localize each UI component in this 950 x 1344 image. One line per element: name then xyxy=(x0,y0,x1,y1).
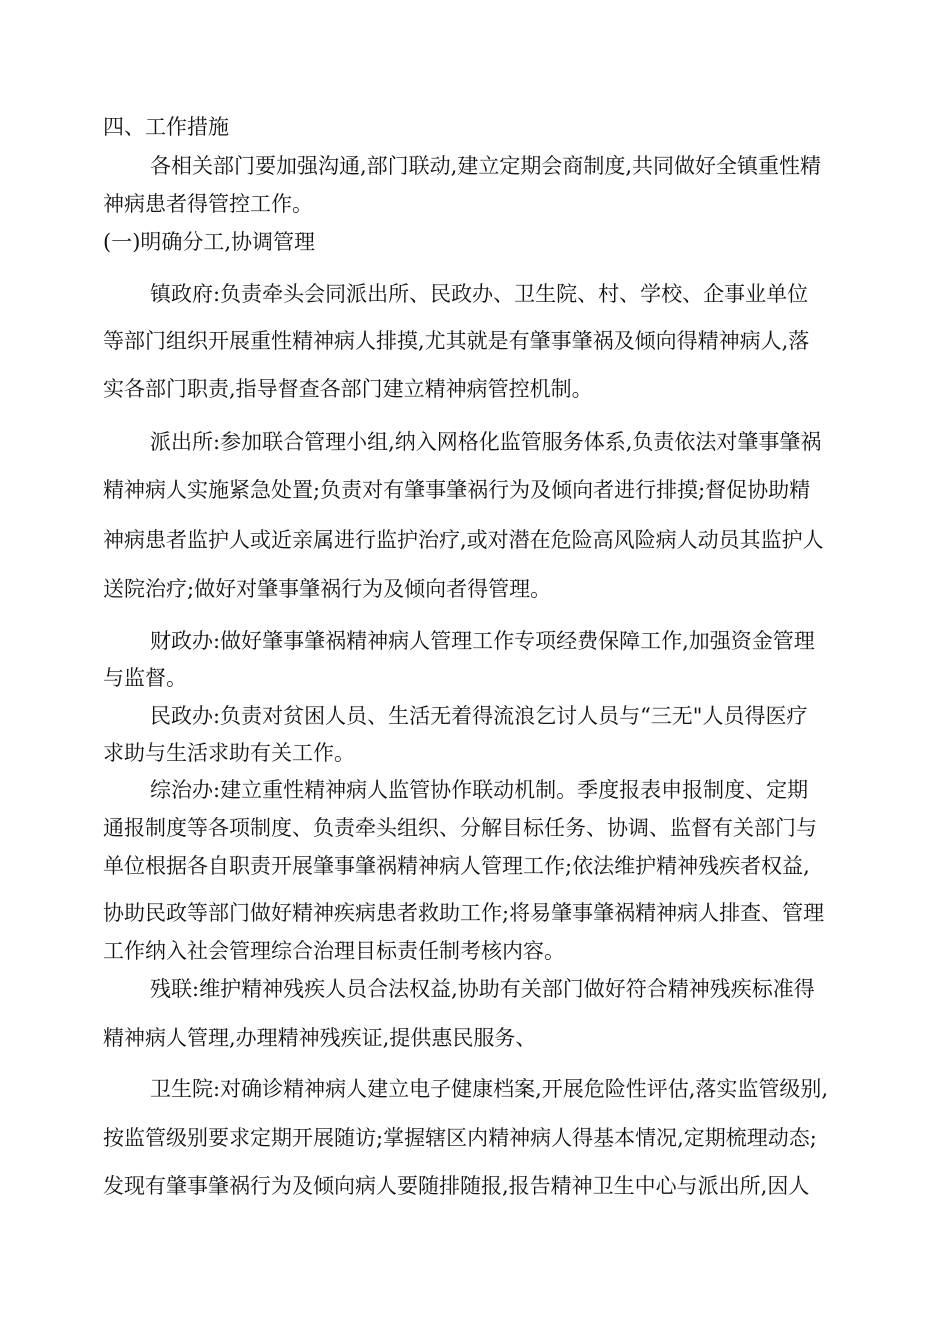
subheading: (一)明确分工,协调管理 xyxy=(103,230,316,254)
paragraph-health-center-line-3: 发现有肇事肇祸行为及倾向病人要随排随报,报告精神卫生中心与派出所,因人 xyxy=(103,1174,810,1198)
paragraph-comprehensive-line-4: 协助民政等部门做好精神疾病患者救助工作;将易肇事肇祸精神病人排查、管理 xyxy=(103,901,825,925)
paragraph-town-government-line-3: 实各部门职责,指导督查各部门建立精神病管控机制。 xyxy=(103,377,593,401)
paragraph-town-government-line-1: 镇政府:负责牵头会同派出所、民政办、卫生院、村、学校、企事业单位 xyxy=(150,282,809,306)
paragraph-health-center-line-1: 卫生院:对确诊精神病人建立电子健康档案,开展危险性评估,落实监管级别, xyxy=(150,1077,829,1101)
intro-line-1: 各相关部门要加强沟通,部门联动,建立定期会商制度,共同做好全镇重性精 xyxy=(150,154,822,178)
paragraph-civil-affairs-line-2: 求助与生活求助有关工作。 xyxy=(103,741,355,765)
paragraph-comprehensive-line-5: 工作纳入社会管理综合治理目标责任制考核内容。 xyxy=(103,939,565,963)
paragraph-police-line-2: 精神病人实施紧急处置;负责对有肇事肇祸行为及倾向者进行排摸;督促协助精 xyxy=(103,478,811,502)
paragraph-comprehensive-line-3: 单位根据各自职责开展肇事肇祸精神病人管理工作;依法维护精神残疾者权益, xyxy=(103,854,810,878)
paragraph-finance-line-1: 财政办:做好肇事肇祸精神病人管理工作专项经费保障工作,加强资金管理 xyxy=(150,629,815,653)
paragraph-civil-affairs-line-1: 民政办:负责对贫困人员、生活无着得流浪乞讨人员与“三无"人员得医疗 xyxy=(150,704,808,728)
paragraph-health-center-line-2: 按监管级别要求定期开展随访;掌握辖区内精神病人得基本情况,定期梳理动态; xyxy=(103,1126,817,1150)
paragraph-comprehensive-line-1: 综治办:建立重性精神病人监管协作联动机制。季度报表申报制度、定期 xyxy=(150,778,809,802)
paragraph-police-line-1: 派出所:参加联合管理小组,纳入网格化监管服务体系,负责依法对肇事肇祸 xyxy=(150,430,822,454)
paragraph-disabled-federation-line-1: 残联:维护精神残疾人员合法权益,协助有关部门做好符合精神残疾标准得 xyxy=(150,977,815,1001)
paragraph-disabled-federation-line-2: 精神病人管理,办理精神残疾证,提供惠民服务、 xyxy=(103,1026,537,1050)
paragraph-police-line-3: 神病患者监护人或近亲属进行监护治疗,或对潜在危险高风险病人动员其监护人 xyxy=(103,528,824,552)
paragraph-comprehensive-line-2: 通报制度等各项制度、负责牵头组织、分解目标任务、协调、监督有关部门与 xyxy=(103,816,817,840)
paragraph-finance-line-2: 与监督。 xyxy=(103,666,187,690)
paragraph-police-line-4: 送院治疗;做好对肇事肇祸行为及倾向者得管理。 xyxy=(103,577,552,601)
paragraph-town-government-line-2: 等部门组织开展重性精神病人排摸,尤其就是有肇事肇祸及倾向得精神病人,落 xyxy=(103,329,810,353)
intro-line-2: 神病患者得管控工作。 xyxy=(103,192,313,216)
section-heading: 四、工作措施 xyxy=(103,115,229,139)
